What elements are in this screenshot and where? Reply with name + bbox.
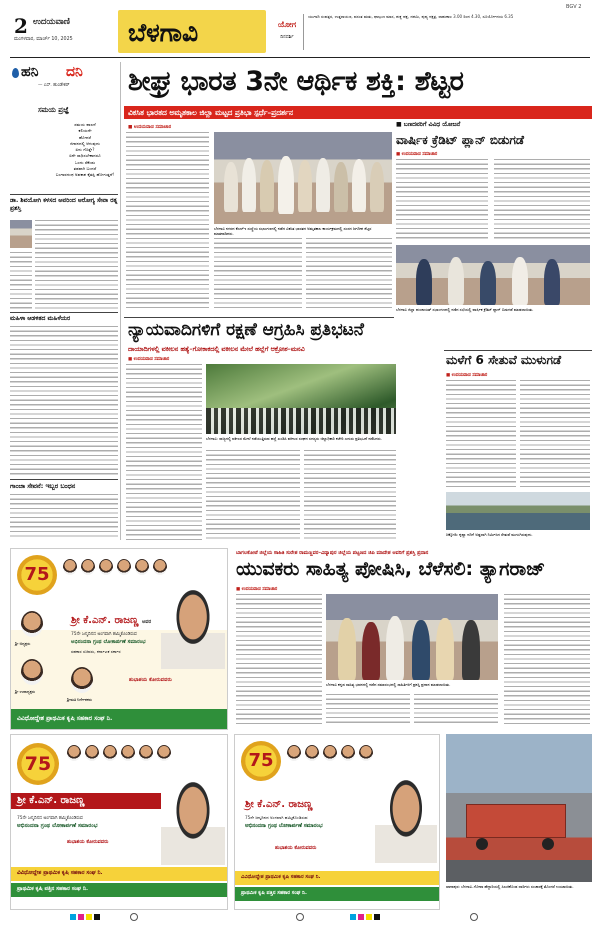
ad-badge-75: 75 (17, 555, 57, 595)
ad-portrait (161, 589, 225, 669)
ad-cap-d: ಶ್ರೀಮತಿ ನಿರ್ದೇಶಕರು (67, 697, 92, 702)
ad2-name: ಶ್ರೀ ಕೆ.ಎನ್. ರಾಜಣ್ಣ (17, 795, 85, 806)
advocates-body-1 (126, 364, 202, 540)
registration-mark-1 (130, 913, 138, 921)
ad2-portrait (161, 781, 225, 865)
mid-rule (124, 317, 394, 318)
sidebar-heading-2: ಮಹಿಳಾ ಆಡಳಿತದ ಮಹಿಳೆಯರ (10, 315, 71, 322)
literature-headline: ಯುವಕರು ಸಾಹಿತ್ಯ ಪೋಷಿಸಿ, ಬೆಳೆಸಲಿ: ತ್ಯಾಗರಾಜ್ (236, 558, 546, 580)
literature-caption: ಬೆಳಗಾವಿ ಕನ್ನಡ ಸಾಹಿತ್ಯ ಭವನದಲ್ಲಿ ನಡೆದ ಸಮಾರಂಭದಲ್ಲಿ ಸಾಹಿತಿಗಳಿಗೆ ಪ್ರಶಸ್ತಿ ಪ್ರದಾನ ಮಾಡಲಾಯಿತು. (326, 682, 451, 687)
drop-icon (12, 68, 19, 78)
ad3-portrait (375, 779, 437, 863)
registration-mark-2 (296, 913, 304, 921)
byline: — ಎಸ್. ಹುಂಡೇಕರ್ (38, 83, 70, 88)
lead-subhead: ವಿಕಸಿತ ಭಾರತದ ಅಮೃತಕಾಲ ಜಿಲ್ಲಾ ಮಟ್ಟದ ಪ್ರತಿಭಾ ಸ್ಪರ್ಧೆ–ಪ್ರದರ್ಶನ (128, 107, 293, 117)
ad-cap-a: ಶ್ರೀ ಅಧ್ಯಕ್ಷರು (15, 641, 31, 646)
credit-plan-body-1 (396, 159, 488, 241)
literature-story (234, 548, 592, 728)
ad2-band-1 (11, 867, 228, 881)
literature-photo (326, 594, 498, 680)
yoga-text: ಯುಗಾದಿ ಸಂವತ್ಸರ, ಉತ್ತರಾಯಣ, ವಸಂತ ಋತು, ಫಾಲ್ಗುಣ ಮಾಸ, ಶುಕ್ಲ ಪಕ್ಷ, ದಶಮಿ, ಪುಷ್ಯ ನಕ್ಷತ್ರ, ರಾಹುಕಾಲ 3.00 ರಿಂದ 4.30, ಸೂರ್ಯೋದಯ 6.35 (308, 14, 514, 19)
sidebar-body-1 (35, 220, 118, 310)
poem: ಸಮಯ ಪಾಲನೆ ಕಲಿಯದೇ ಹೋದರೆ ಜೀವನದಲ್ಲಿ ಆಗುವುದು ಏನು ಗೊತ್ತೇ? ಏನೇ ಸಾಧಿಸಬೇಕಾದರೂ ಒಂದು ಸೆಕೆಂಡು ತಡವಾಗಿ ಬಂದರೆ ಬಂಗಾರದಂಥ ಅವಕಾಶ ಕೈತಪ್ಪಿ ಹೋಗುತ್ತದೆ! (55, 122, 115, 178)
ad-footer-band (11, 709, 228, 730)
lead-headline: ಶೀಘ್ರ ಭಾರತ 3ನೇ ಆರ್ಥಿಕ ಶಕ್ತಿ: ಶೆಟ್ಟರ (128, 66, 464, 97)
literature-banner: ಬಾಗಲಕೋಟೆ ಜಿಲ್ಲೆಯ ಸಾಹಿತಿ ಸುರೇಶ ರಾಮಣ್ಣವರ–ವಿದ್ಯಾಪುರ ಜಿಲ್ಲೆಯ ಪಟ್ಟಣದ ಜಿಪಿ ಮಾದೇಶ ಅವರಿಗೆ ಪ್ರಶಸ್ತಿ ಪ್ರದಾನ (236, 550, 429, 556)
brand-a: ಹನಿ (21, 64, 39, 80)
page-number: 2 (14, 14, 28, 38)
ad3-band-1 (235, 871, 440, 885)
literature-body-4 (504, 594, 590, 726)
advocates-story (124, 320, 464, 542)
edition-code: BGV 2 (566, 4, 582, 10)
yoga-box (272, 12, 302, 52)
edition-box (118, 10, 266, 53)
ad3-line-1: 75ನೇ ಜನ್ಮದಿನದ ಅಂಗವಾಗಿ ಹಮ್ಮಿಕೊಂಡಿರುವ (245, 815, 308, 820)
cmyk-magenta-2 (358, 914, 364, 920)
cmyk-cyan-2 (350, 914, 356, 920)
sidebar-photo (10, 220, 32, 248)
yoga-divider (303, 14, 304, 50)
credit-plan-tag: ■ ಬಣದವರಿಗೆ ವಿವಿಧ ಯೋಜನೆ (396, 121, 461, 128)
rain-story (444, 352, 592, 542)
sidebar-divider (120, 62, 121, 540)
literature-dateline: ■ ಉದಯವಾಣಿ ಸಮಾಚಾರ (236, 587, 278, 592)
yoga-title: ಯೋಗ (277, 20, 297, 29)
ad-right-lower (234, 734, 440, 910)
sidebar-rule (10, 194, 118, 195)
ad3-footer-2: ಪ್ರಾಥಮಿಕ ಕೃಷಿ ಪತ್ತಿನ ಸಹಕಾರ ಸಂಘ ನಿ. (241, 890, 307, 896)
credit-plan-headline: ವಾರ್ಷಿಕ ಕ್ರೆಡಿಟ್ ಪ್ಲಾನ್ ಬಿಡುಗಡೆ (396, 133, 524, 147)
sidebar-heading-3: ಗಾಂಜಾ ಸೇವನೆ: ಇಬ್ಬರ ಬಂಧನ (10, 482, 76, 490)
advocates-caption: ಬೆಳಗಾವಿ: ರಾಜ್ಯದಲ್ಲಿ ವಕೀಲರ ಮೇಲೆ ನಡೆಯುತ್ತಿರುವ ಹಲ್ಲೆ ಖಂಡಿಸಿ ವಕೀಲರ ಸಂಘದ ಸದಸ್ಯರು ಜಿಲ್ಲಾಧಿಕಾರಿ ಕಚೇರಿ ಎದುರು ಪ್ರತಿಭಟನೆ ನಡೆಸಿದರು. (206, 436, 382, 441)
advocates-subhead: ದಾಯಾದಿಗಳಲ್ಲಿ ವಕೀಲನ ಹತ್ಯೆ–ಗೋಕಾಕದಲ್ಲಿ ವಕೀಲನ ಮೇಲೆ ಹಲ್ಲೆಗೆ ಆಕ್ರೋಶ–ಮನವಿ (128, 345, 305, 353)
advocates-photo (206, 364, 396, 434)
ad-name: ಶ್ರೀ ಕೆ.ಎನ್. ರಾಜಣ್ಣ ಅವರ (71, 615, 152, 626)
brand-b: ದನಿ (66, 64, 83, 80)
literature-body-3 (414, 694, 498, 726)
ad3-line-2: ಅಭಿನಂದನಾ ಗ್ರಂಥ ಲೋಕಾರ್ಪಣೆ ಸಮಾರಂಭ (245, 823, 323, 829)
credit-plan-body-2 (494, 159, 590, 241)
lead-body-col-3 (306, 238, 392, 310)
ad-sub: ಸಹಕಾರ ಸಚಿವರು, ಕರ್ನಾಟಕ ಸರ್ಕಾರ (71, 649, 121, 654)
literature-body-1 (236, 594, 322, 726)
cmyk-yellow (86, 914, 92, 920)
samaya-title: ಸಮಯ ಪ್ರಜ್ಞೆ (38, 106, 70, 114)
ad3-invite: ಶುಭಾಶಯ ಕೋರುವವರು (275, 845, 317, 851)
yoga-sub: ದಿನದರ್ಶಿ (280, 35, 294, 40)
literature-body-2 (326, 694, 410, 726)
rain-photo (446, 492, 590, 530)
ad2-footer: ವಿವಿಧೋದ್ದೇಶ ಪ್ರಾಥಮಿಕ ಕೃಷಿ ಸಹಕಾರ ಸಂಘ ನಿ. (17, 870, 103, 876)
masthead (0, 0, 600, 60)
cmyk-magenta (78, 914, 84, 920)
cmyk-yellow-2 (366, 914, 372, 920)
sidebar-rule-2 (10, 312, 118, 313)
rain-caption: ಚಿಕ್ಕೋಡಿ: ಕೃಷ್ಣಾ ನದಿಗೆ ಅಡ್ಡಲಾಗಿ ನಿರ್ಮಿಸಿದ ಸೇತುವೆ ಮುಳುಗಿರುವುದು. (446, 532, 533, 537)
ad-left-lower (10, 734, 228, 910)
ad-footer: ವಿವಿಧೋದ್ದೇಶ ಪ್ರಾಥಮಿಕ ಕೃಷಿ ಸಹಕಾರ ಸಂಘ ನಿ. (17, 715, 113, 722)
truck-caption: ಖಾನಾಪುರ: ಬೆಳಗಾವಿ–ಗೋವಾ ಹೆದ್ದಾರಿಯಲ್ಲಿ ಸಿಲುಕಿಕೊಂಡ ಲಾರಿಗಳು ಸಂಚಾರಕ್ಕೆ ತೊಂದರೆ ಉಂಟಾಯಿತು. (446, 884, 574, 889)
ad2-line-2: ಅಭಿನಂದನಾ ಗ್ರಂಥ ಲೋಕಾರ್ಪಣೆ ಸಮಾರಂಭ (17, 823, 98, 829)
cmyk-cyan (70, 914, 76, 920)
sidebar-body-1b (10, 252, 32, 310)
ad3-band-2 (235, 887, 440, 901)
truck-photo (446, 734, 592, 882)
ad3-name: ಶ್ರೀ ಕೆ.ಎನ್. ರಾಜಣ್ಣ (245, 799, 313, 810)
ad-line-2: ಅಭಿನಂದನಾ ಗ್ರಂಥ ಲೋಕಾರ್ಪಣೆ ಸಮಾರಂಭ (71, 639, 146, 645)
date-line: ಮಂಗಳವಾರ, ಮಾರ್ಚ್ 10, 2025 (14, 37, 73, 42)
advocates-headline: ನ್ಯಾಯವಾದಿಗಳಿಗೆ ರಕ್ಷಣೆ ಆಗ್ರಹಿಸಿ ಪ್ರತಿಭಟನೆ (128, 320, 364, 340)
advocates-dateline: ■ ಉದಯವಾಣಿ ಸಮಾಚಾರ (128, 357, 170, 362)
sidebar-column (10, 62, 118, 540)
ad2-line-1: 75ನೇ ಜನ್ಮದಿನದ ಅಂಗವಾಗಿ ಹಮ್ಮಿಕೊಂಡಿರುವ (17, 816, 83, 821)
credit-plan-caption: ಬೆಳಗಾವಿ ಜಿಲ್ಲಾ ಪಂಚಾಯತ್ ಸಭಾಂಗಣದಲ್ಲಿ ನಡೆದ ಸಭೆಯಲ್ಲಿ ವಾರ್ಷಿಕ ಕ್ರೆಡಿಟ್ ಪ್ಲಾನ್ ಬಿಡುಗಡೆ ಮಾಡಲಾಯಿತು. (396, 307, 534, 312)
advocates-body-3 (304, 450, 396, 540)
sidebar-heading-1: ಡಾ. ಶಿವಯೋಗಿ ಕಳಸದ ಅವರಿಂದ ಆರೋಗ್ಯ ಸೇವಾ ರತ್ನ ಪ್ರಶಸ್ತಿ (10, 197, 118, 212)
ad2-band-2 (11, 883, 228, 897)
credit-plan-dateline: ■ ಉದಯವಾಣಿ ಸಮಾಚಾರ (396, 152, 438, 157)
rain-body-1 (446, 380, 516, 490)
brand-logo (12, 64, 116, 82)
ad2-name-band (11, 793, 161, 809)
ad-cap-b: ಶ್ರೀ ಉಪಾಧ್ಯಕ್ಷರು (15, 689, 36, 694)
ad-left-upper (10, 548, 228, 730)
lead-dateline: ■ ಉದಯವಾಣಿ ಸಮಾಚಾರ (128, 125, 172, 130)
ad2-footer-2: ಪ್ರಾಥಮಿಕ ಕೃಷಿ ಪತ್ತಿನ ಸಹಕಾರ ಸಂಘ ನಿ. (17, 886, 88, 892)
rain-headline: ಮಳೆಗೆ 6 ಸೇತುವೆ ಮುಳುಗಡೆ (446, 353, 562, 367)
sidebar-body-2 (10, 326, 118, 476)
masthead-rule (10, 57, 590, 58)
ad-invite: ಶುಭಾಶಯ ಕೋರುವವರು (129, 677, 172, 683)
sidebar-body-3 (10, 494, 118, 538)
rain-rule (444, 350, 592, 351)
credit-plan-photo (396, 245, 590, 305)
ad2-badge: 75 (17, 743, 59, 785)
ad3-badge: 75 (241, 741, 281, 781)
cmyk-black-2 (374, 914, 380, 920)
paper-name: ಉದಯವಾಣಿ (33, 17, 70, 27)
rain-body-2 (520, 380, 590, 490)
lead-photo (214, 132, 392, 224)
ad3-footer: ವಿವಿಧೋದ್ದೇಶ ಪ್ರಾಥಮಿಕ ಕೃಷಿ ಸಹಕಾರ ಸಂಘ ನಿ. (241, 874, 321, 880)
edition-title: ಬೆಳಗಾವಿ (128, 18, 199, 47)
lead-body-col-1 (126, 132, 209, 310)
registration-mark-3 (470, 913, 478, 921)
cmyk-black (94, 914, 100, 920)
credit-plan-story (394, 117, 592, 349)
rain-dateline: ■ ಉದಯವಾಣಿ ಸಮಾಚಾರ (446, 373, 488, 378)
lead-body-col-2 (214, 238, 302, 310)
lead-photo-caption: ಬೆಳಗಾವಿ ನಗರದ ಕೆಎಲ್‌ಇ ಸಂಸ್ಥೆಯ ಸಭಾಂಗಣದಲ್ಲಿ ನಡೆದ ವಿಕಸಿತ ಭಾರತದ ಅಮೃತಕಾಲ ಕಾರ್ಯಕ್ರಮದಲ್ಲಿ ಸಂಸದ ಜಗದೀಶ ಶೆಟ್ಟರ ಮಾತನಾಡಿದರು. (214, 226, 372, 236)
ad2-invite: ಶುಭಾಶಯ ಕೋರುವವರು (67, 839, 109, 845)
ad-line-1: 75ನೇ ಜನ್ಮದಿನದ ಅಂಗವಾಗಿ ಹಮ್ಮಿಕೊಂಡಿರುವ (71, 632, 137, 637)
sidebar-rule-3 (10, 479, 118, 480)
advocates-body-2 (206, 450, 300, 540)
